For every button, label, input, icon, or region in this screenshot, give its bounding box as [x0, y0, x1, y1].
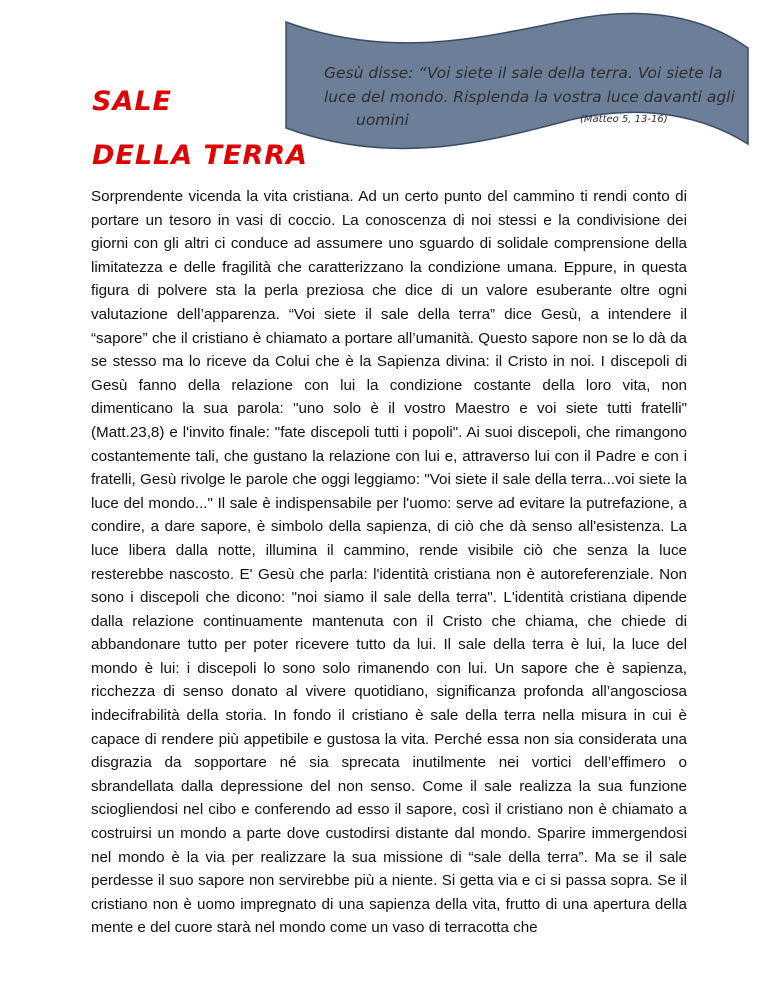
quote-banner	[280, 8, 754, 160]
title-sale: SALE	[92, 86, 172, 117]
banner-reference: (Matteo 5, 13-16)	[580, 114, 668, 125]
banner-quote-line-2: luce del mondo. Risplenda la vostra luce davanti agli	[324, 88, 735, 106]
body-paragraph: Sorprendente vicenda la vita cristiana. Ad un certo punto del cammino ti rendi conto di portare un tesoro in vasi di coccio. La conoscenza di noi stessi e la condivisione dei giorni con gli altri ci conduce ad assumere uno sguardo di solidale comprensione della limitatezza e delle fragilità che caratterizzano la condizione umana. Eppure, in questa figura di polvere sta la perla preziosa che dice di un valore esuberante oltre ogni valutazione dell’apparenza. “Voi siete il sale della terra” dice Gesù, a intendere il “sapore” che il cristiano è chiamato a portare all’umanità. Questo sapore non se lo dà da se stesso ma lo riceve da Colui che è la Sapienza divina: il Cristo in noi. I discepoli di Gesù fanno della relazione con lui la condizione costante della loro vita, non dimenticano la sua parola: "uno solo è il vostro Maestro e voi siete tutti fratelli" (Matt.23,8) e l'invito finale: "fate discepoli tutti i popoli". Ai suoi discepoli, che rimangono costantemente tali, che gustano la relazione con lui e, attraverso lui con il Padre e con i fratelli, Gesù rivolge le parole che oggi leggiamo: "Voi siete il sale della terra...voi siete la luce del mondo..." Il sale è indispensabile per l'uomo: serve ad evitare la putrefazione, a condire, a dare sapore, è simbolo della sapienza, di ciò che dà senso all'esistenza. La luce libera dalla notte, illumina il cammino, rende visibile ciò che senza la luce resterebbe nascosto. E' Gesù che parla: l'identità cristiana non è autoreferenziale. Non sono i discepoli che dicono: "noi siamo il sale della terra". L'identità cristiana dipende dalla relazione continuamente mantenuta con il Cristo che chiama, che chiede di abbandonare tutto per poter ricevere tutto da lui. Il sale della terra è lui, la luce del mondo è lui: i discepoli lo sono solo rimanendo con lui. Un sapore che è sapienza, ricchezza di senso donato al vivere quotidiano, significanza profonda all’angosciosa indecifrabilità della storia. In fondo il cristiano è sale della terra nella misura in cui è capace di rendere più appetibile e gustosa la vita. Perché essa non sia considerata una disgrazia da sopportare né sia sprecata inutilmente nei vortici dell’effimero o sbrandellata dalla depressione del non senso. Come il sale realizza la sua funzione sciogliendosi nel cibo e conferendo ad esso il sapore, così il cristiano non è chiamato a costruirsi un mondo a parte dove custodirsi distante dal mondo. Sparire immergendosi nel mondo è la via per realizzare la sua missione di “sale della terra”. Ma se il sale perdesse il suo sapore non servirebbe più a niente. Si getta via e ci si passa sopra. Se il cristiano non è uomo impregnato di una sapienza della vita, frutto di una apertura della mente e del cuore starà nel mondo come un vaso di terracotta che	[91, 188, 687, 937]
title-della-terra: DELLA TERRA	[92, 140, 308, 171]
banner-quote-line-3: uomini	[356, 111, 409, 129]
banner-quote-line-1: Gesù disse: “Voi siete il sale della terra. Voi siete la	[324, 64, 723, 82]
